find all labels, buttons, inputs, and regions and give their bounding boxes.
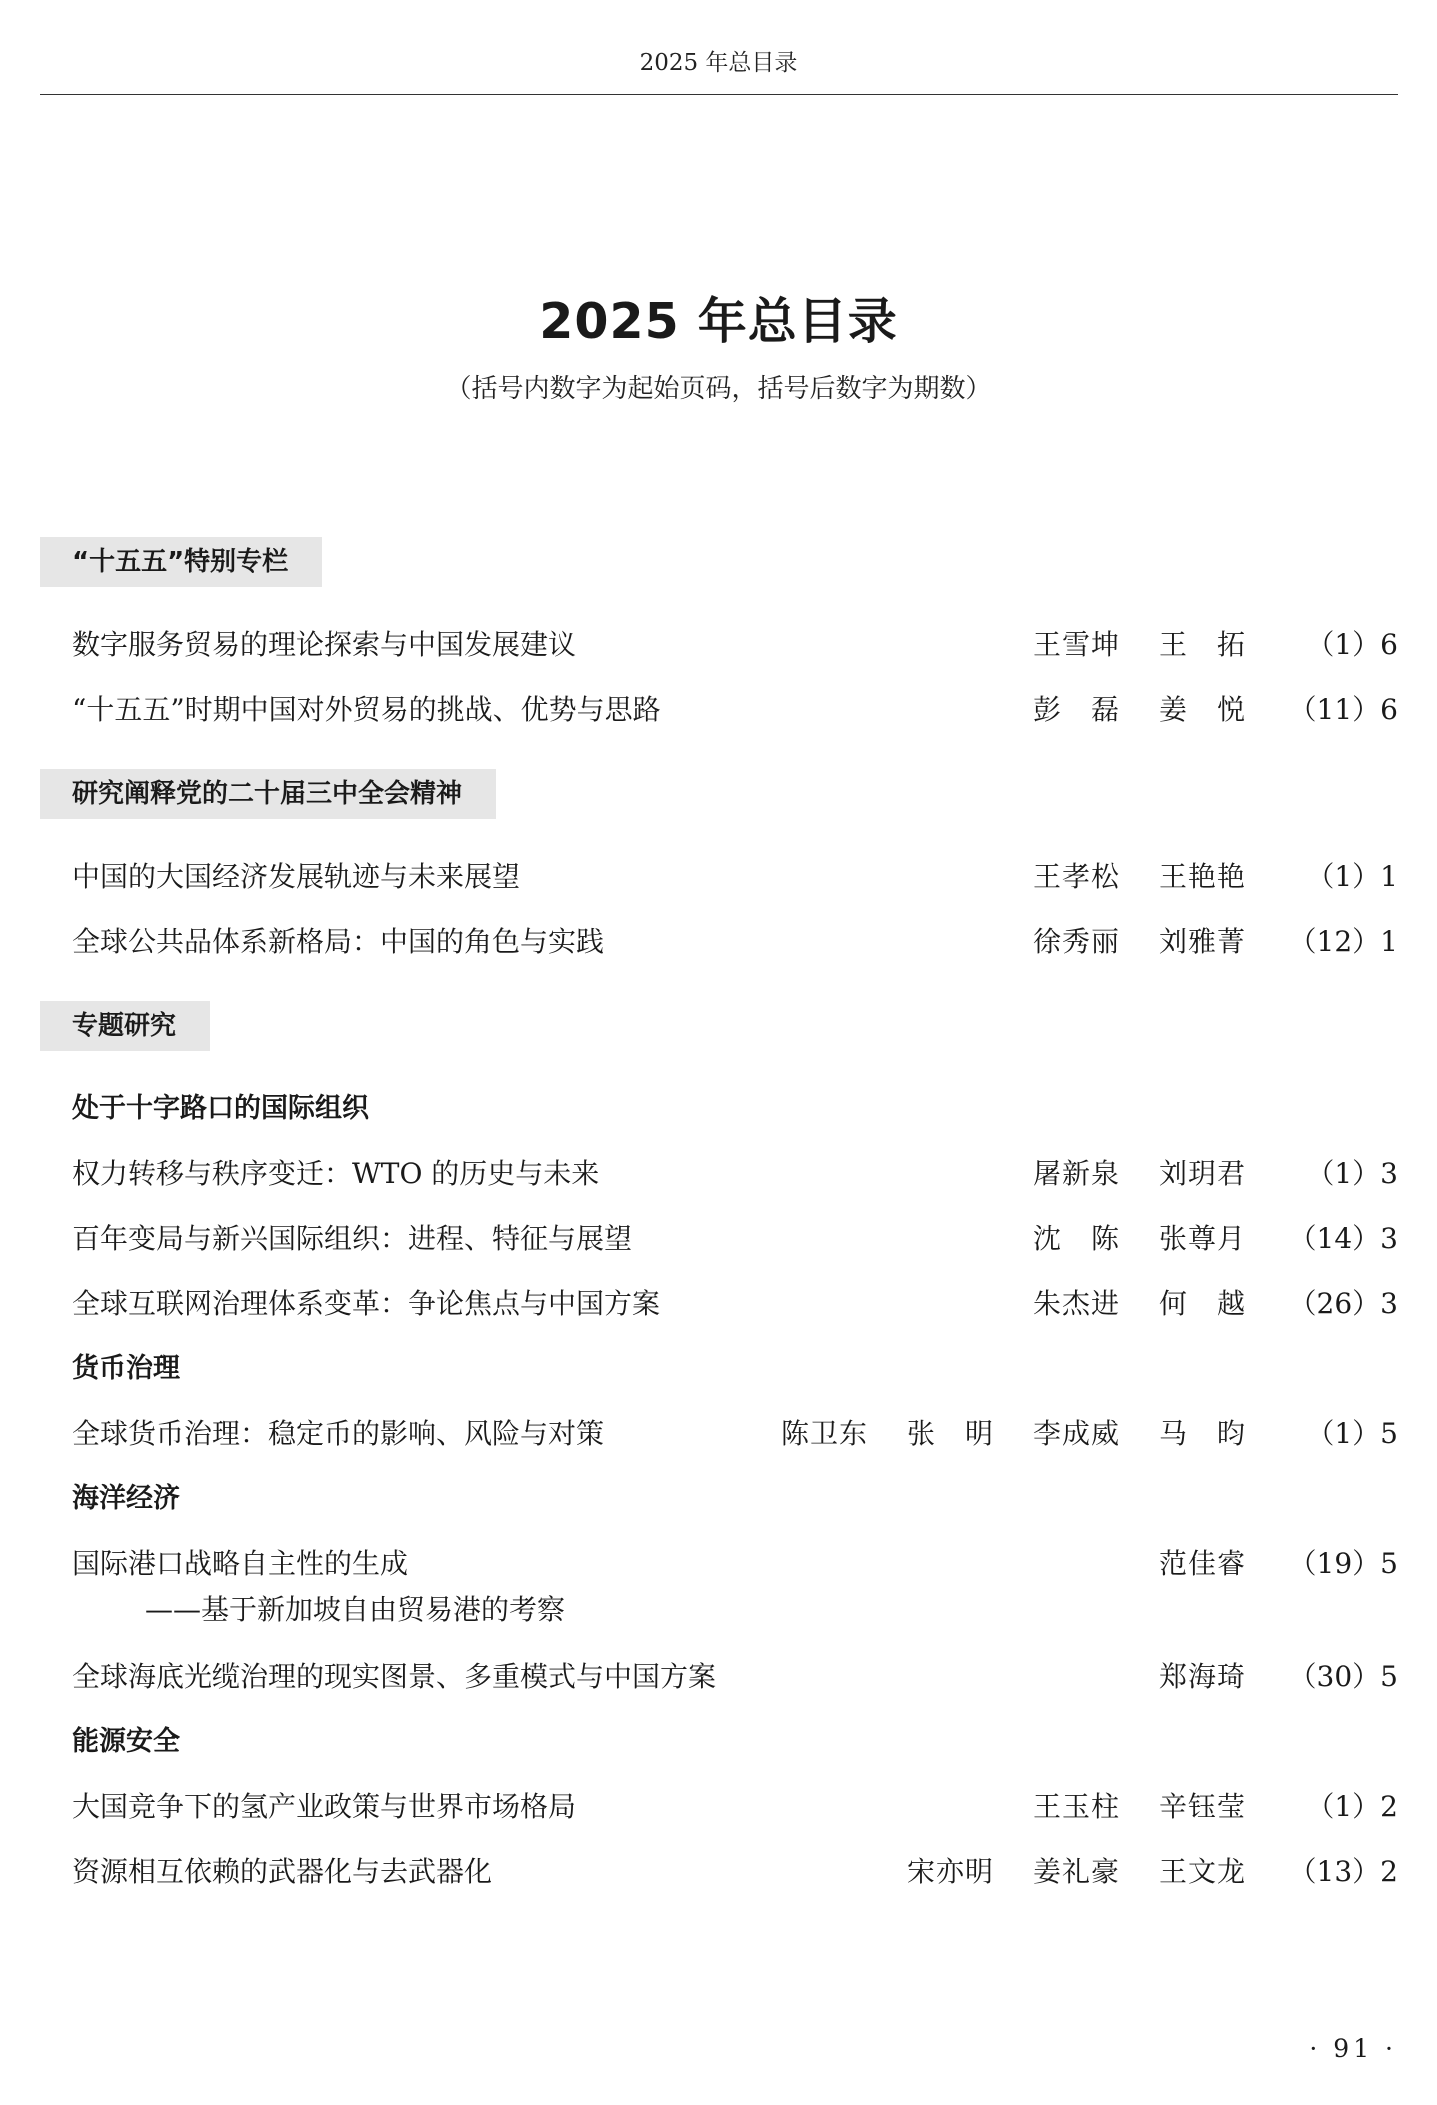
section-gap <box>40 983 1398 1001</box>
author-name: 何 越 <box>1159 1287 1247 1320</box>
author-name: 王 拓 <box>1159 628 1247 661</box>
page-title: 2025 年总目录 <box>539 293 898 350</box>
page-issue-ref: （14）3 <box>1288 1222 1398 1255</box>
page-issue-ref: （1）3 <box>1306 1157 1398 1190</box>
subsection-heading: 货币治理 <box>72 1353 180 1384</box>
section-heading: 研究阐释党的二十届三中全会精神 <box>40 769 496 819</box>
author-list <box>907 1848 1285 1896</box>
author-name: 王文龙 <box>1159 1855 1247 1888</box>
toc-entry[interactable] <box>40 1540 1398 1653</box>
article-title: 全球海底光缆治理的现实图景、多重模式与中国方案 <box>72 1660 717 1693</box>
section-gap <box>40 751 1398 769</box>
author-list <box>1159 1540 1285 1588</box>
author-name: 王玉柱 <box>1033 1790 1121 1823</box>
author-name: 彭 磊 <box>1033 693 1121 726</box>
header-rule <box>40 94 1398 95</box>
section-heading: “十五五”特别专栏 <box>40 537 322 587</box>
author-name: 范佳睿 <box>1159 1547 1247 1580</box>
page-issue-ref: （30）5 <box>1288 1660 1398 1693</box>
author-name: 辛钰莹 <box>1159 1790 1247 1823</box>
author-list <box>1033 1150 1285 1198</box>
toc-entry[interactable] <box>40 918 1398 983</box>
article-title: 全球互联网治理体系变革：争论焦点与中国方案 <box>72 1287 661 1320</box>
page-issue-ref: （19）5 <box>1288 1547 1398 1580</box>
page-issue-ref: （1）6 <box>1306 628 1398 661</box>
author-name: 陈卫东 <box>781 1417 869 1450</box>
article-title: 大国竞争下的氢产业政策与世界市场格局 <box>72 1790 577 1823</box>
author-name: 张尊月 <box>1159 1222 1247 1255</box>
article-title: 权力转移与秩序变迁：WTO 的历史与未来 <box>72 1157 600 1190</box>
author-name: 徐秀丽 <box>1033 925 1121 958</box>
article-title: 全球公共品体系新格局：中国的角色与实践 <box>72 925 605 958</box>
page-subtitle: （括号内数字为起始页码，括号后数字为期数） <box>445 374 992 404</box>
author-list <box>1033 1215 1285 1263</box>
author-name: 郑海琦 <box>1159 1660 1247 1693</box>
toc-section <box>40 1001 1398 1913</box>
toc-entry[interactable] <box>40 686 1398 751</box>
toc-entry[interactable] <box>40 1848 1398 1913</box>
author-name: 张 明 <box>907 1417 995 1450</box>
author-name: 王孝松 <box>1033 860 1121 893</box>
page-issue-ref: （12）1 <box>1288 925 1398 958</box>
toc-entry[interactable] <box>40 621 1398 686</box>
section-heading-bar <box>40 537 1398 587</box>
section-heading-bar <box>40 1001 1398 1051</box>
page-issue-ref: （1）5 <box>1306 1417 1398 1450</box>
author-name: 王艳艳 <box>1159 860 1247 893</box>
article-title: 百年变局与新兴国际组织：进程、特征与展望 <box>72 1222 633 1255</box>
author-list <box>1159 1653 1285 1701</box>
author-name: 姜礼豪 <box>1033 1855 1121 1888</box>
article-title: 国际港口战略自主性的生成 <box>72 1547 409 1580</box>
author-name: 宋亦明 <box>907 1855 995 1888</box>
page-issue-ref: （1）1 <box>1306 860 1398 893</box>
article-title: “十五五”时期中国对外贸易的挑战、优势与思路 <box>72 693 661 726</box>
author-list <box>1033 686 1285 734</box>
author-list <box>781 1410 1285 1458</box>
section-heading: 专题研究 <box>40 1001 210 1051</box>
article-title: 中国的大国经济发展轨迹与未来展望 <box>72 860 521 893</box>
author-name: 马 昀 <box>1159 1417 1247 1450</box>
toc-entry[interactable] <box>40 853 1398 918</box>
page-issue-ref: （13）2 <box>1288 1855 1398 1888</box>
author-list <box>1033 1783 1285 1831</box>
author-name: 沈 陈 <box>1033 1222 1121 1255</box>
article-title: 资源相互依赖的武器化与去武器化 <box>72 1855 493 1888</box>
author-name: 朱杰进 <box>1033 1287 1121 1320</box>
running-header: 2025 年总目录 <box>639 50 798 76</box>
author-name: 王雪坤 <box>1033 628 1121 661</box>
author-name: 李成威 <box>1033 1417 1121 1450</box>
author-name: 刘雅菁 <box>1159 925 1247 958</box>
toc-entry[interactable] <box>40 1653 1398 1718</box>
author-list <box>1033 1280 1285 1328</box>
subsection-heading: 能源安全 <box>72 1726 180 1757</box>
author-name: 屠新泉 <box>1033 1157 1121 1190</box>
toc-entry[interactable] <box>40 1215 1398 1280</box>
article-subtitle: ——基于新加坡自由贸易港的考察 <box>145 1593 566 1626</box>
table-of-contents <box>40 537 1398 1913</box>
subsection-heading: 处于十字路口的国际组织 <box>72 1093 369 1124</box>
section-heading-bar <box>40 769 1398 819</box>
page-issue-ref: （11）6 <box>1288 693 1398 726</box>
page-issue-ref: （26）3 <box>1288 1287 1398 1320</box>
page-number: · 91 · <box>1309 2034 1397 2063</box>
author-name: 姜 悦 <box>1159 693 1247 726</box>
author-list <box>1033 621 1285 669</box>
toc-entry[interactable] <box>40 1410 1398 1475</box>
toc-section <box>40 769 1398 1001</box>
page-issue-ref: （1）2 <box>1306 1790 1398 1823</box>
article-title: 全球货币治理：稳定币的影响、风险与对策 <box>72 1417 605 1450</box>
author-list <box>1033 853 1285 901</box>
author-name: 刘玥君 <box>1159 1157 1247 1190</box>
subsection-heading: 海洋经济 <box>72 1483 180 1514</box>
article-title: 数字服务贸易的理论探索与中国发展建议 <box>72 628 577 661</box>
author-list <box>1033 918 1285 966</box>
toc-section <box>40 537 1398 769</box>
toc-entry[interactable] <box>40 1150 1398 1215</box>
toc-entry[interactable] <box>40 1783 1398 1848</box>
toc-entry[interactable] <box>40 1280 1398 1345</box>
